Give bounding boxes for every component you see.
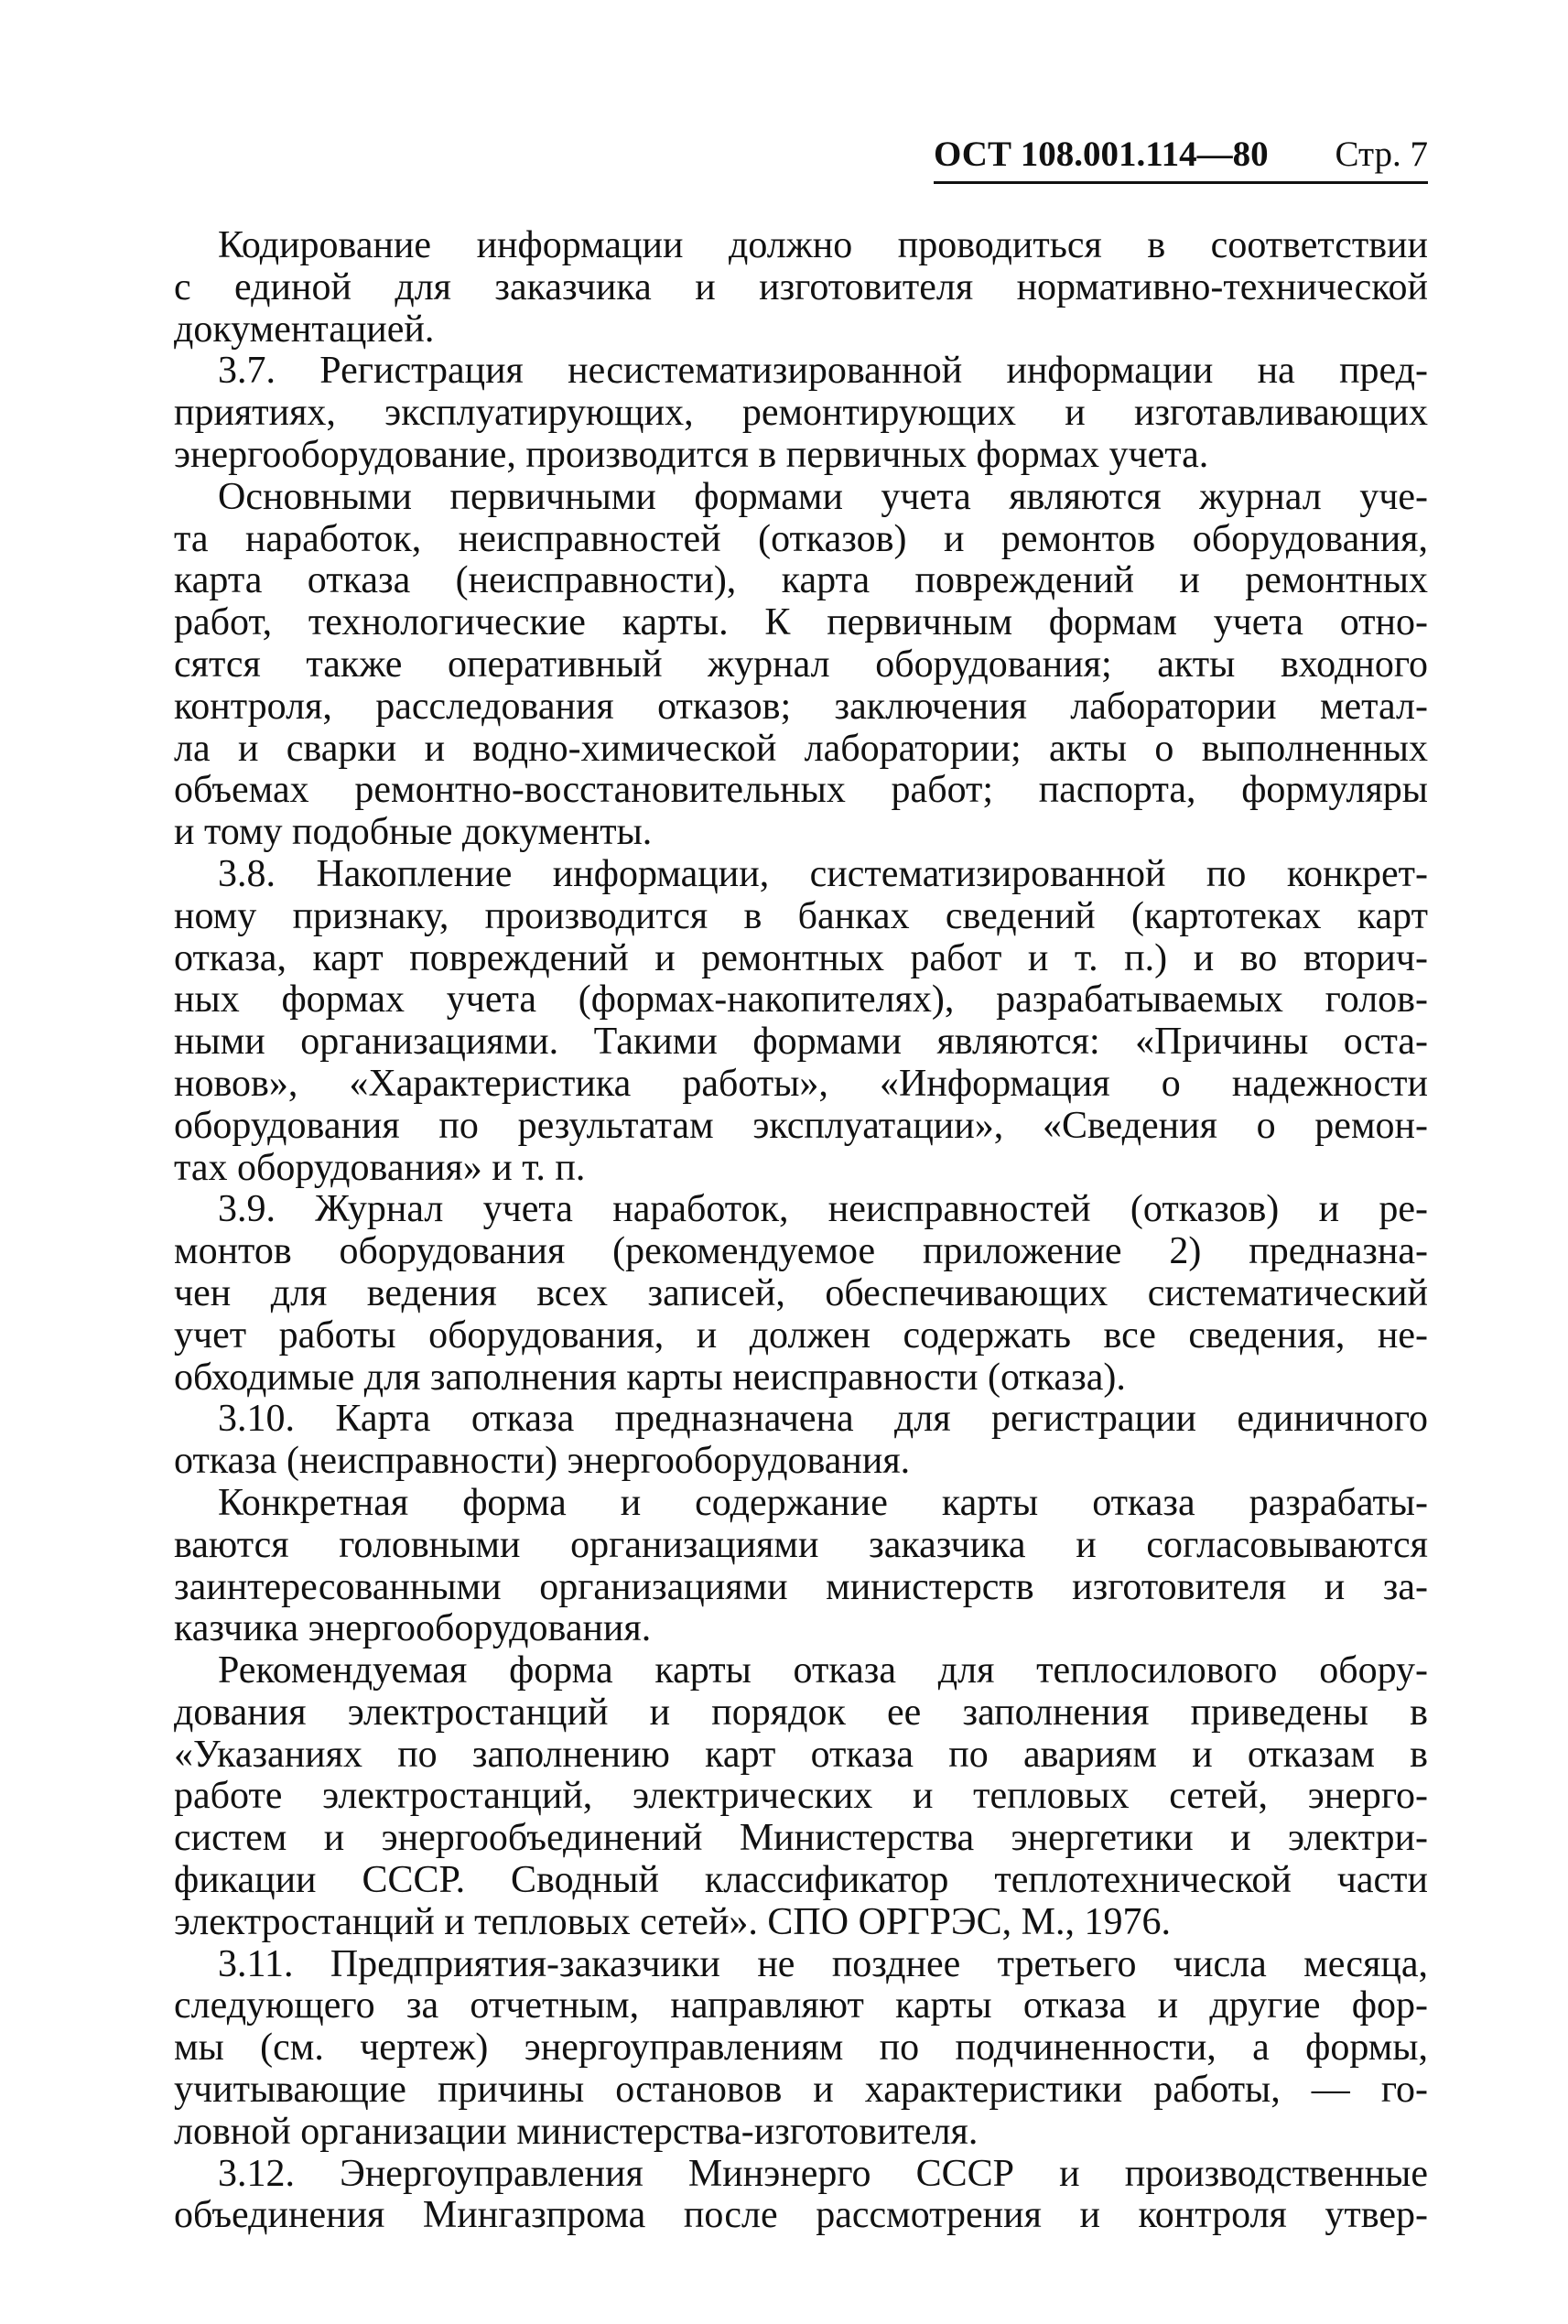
- text-line: чен для ведения всех записей, обеспечивающих систематический: [174, 1272, 1428, 1314]
- text-line: оборудования по результатам эксплуатации», «Сведения о ремон-: [174, 1105, 1428, 1147]
- text-line: ваются головными организациями заказчика и согласовываются: [174, 1524, 1428, 1566]
- paragraph: [174, 1189, 1428, 1399]
- text-line: учитывающие причины остановов и характеристики работы, — го-: [174, 2070, 1428, 2112]
- page-header: [934, 128, 1428, 184]
- text-line: ловной организации министерства-изготовителя.: [174, 2111, 979, 2153]
- text-line: ных формах учета (формах-накопителях), разрабатываемых голов-: [174, 979, 1428, 1021]
- text-line: новов», «Характеристика работы», «Информация о надежности: [174, 1063, 1428, 1105]
- text-line: 3.10. Карта отказа предназначена для регистрации единичного: [218, 1399, 1428, 1441]
- text-line: следующего за отчетным, направляют карты отказа и другие фор-: [174, 1985, 1428, 2027]
- text-line: ному признаку, производится в банках сведений (картотеках карт: [174, 895, 1428, 937]
- text-line: сятся также оперативный журнал оборудования; акты входного: [174, 643, 1428, 686]
- text-line: систем и энергообъединений Министерства энергетики и электри-: [174, 1818, 1428, 1860]
- text-line: работ, технологические карты. К первичным формам учета отно-: [174, 602, 1428, 644]
- text-line: 3.7. Регистрация несистематизированной информации на пред-: [218, 351, 1428, 393]
- text-line: казчика энергооборудования.: [174, 1608, 652, 1650]
- standard-code: ОСТ 108.001.114—80: [934, 135, 1269, 174]
- text-line: учет работы оборудования, и должен содержать все сведения, не-: [174, 1314, 1428, 1357]
- text-line: фикации СССР. Сводный классификатор теплотехнической части: [174, 1860, 1428, 1902]
- paragraph: [174, 1650, 1428, 1944]
- body-text: [174, 225, 1428, 2237]
- text-line: заинтересованными организациями министерств изготовителя и за-: [174, 1566, 1428, 1608]
- paragraph: [174, 854, 1428, 1189]
- text-line: монтов оборудования (рекомендуемое приложение 2) предназна-: [174, 1231, 1428, 1273]
- text-line: Конкретная форма и содержание карты отказа разрабаты-: [218, 1482, 1428, 1524]
- text-line: объединения Мингазпрома после рассмотрения и контроля утвер-: [174, 2195, 1428, 2237]
- text-line: и тому подобные документы.: [174, 812, 653, 854]
- page-number: Стр. 7: [1335, 135, 1428, 174]
- text-line: 3.12. Энергоуправления Минэнерго СССР и производственные: [218, 2153, 1428, 2195]
- paragraph: [174, 225, 1428, 351]
- text-line: энергооборудование, производится в первичных формах учета.: [174, 434, 1209, 476]
- text-line: дования электростанций и порядок ее заполнения приведены в: [174, 1692, 1428, 1734]
- text-line: Рекомендуемая форма карты отказа для теплосилового обору-: [218, 1650, 1428, 1692]
- text-line: с единой для заказчика и изготовителя нормативно-технической: [174, 266, 1428, 308]
- paragraph: [174, 1483, 1428, 1650]
- text-line: обходимые для заполнения карты неисправности (отказа).: [174, 1357, 1126, 1399]
- text-line: приятиях, эксплуатирующих, ремонтирующих и изготавливающих: [174, 393, 1428, 435]
- text-line: 3.9. Журнал учета наработок, неисправностей (отказов) и ре-: [218, 1189, 1428, 1231]
- text-line: ла и сварки и водно-химической лаборатории; акты о выполненных: [174, 728, 1428, 770]
- text-line: та наработок, неисправностей (отказов) и ремонтов оборудования,: [174, 518, 1428, 560]
- text-line: контроля, расследования отказов; заключения лаборатории метал-: [174, 686, 1428, 728]
- paragraph: [174, 477, 1428, 854]
- text-line: мы (см. чертеж) энергоуправлениям по подчиненности, а формы,: [174, 2027, 1428, 2070]
- text-line: ными организациями. Такими формами являются: «Причины оста-: [174, 1021, 1428, 1064]
- text-line: 3.11. Предприятия-заказчики не позднее третьего числа месяца,: [218, 1943, 1428, 1985]
- text-line: отказа (неисправности) энергооборудования.: [174, 1441, 911, 1483]
- text-line: карта отказа (неисправности), карта повреждений и ремонтных: [174, 560, 1428, 602]
- text-line: объемах ремонтно-восстановительных работ; паспорта, формуляры: [174, 770, 1428, 812]
- text-line: электростанций и тепловых сетей». СПО ОРГРЭС, М., 1976.: [174, 1901, 1172, 1943]
- text-line: Кодирование информации должно проводиться в соответствии: [218, 225, 1428, 266]
- paragraph: [174, 1944, 1428, 2154]
- text-line: Основными первичными формами учета являются журнал уче-: [218, 476, 1428, 518]
- text-line: 3.8. Накопление информации, систематизированной по конкрет-: [218, 853, 1428, 895]
- paragraph: [174, 1399, 1428, 1483]
- text-line: документацией.: [174, 308, 435, 351]
- paragraph: [174, 2154, 1428, 2238]
- text-line: работе электростанций, электрических и тепловых сетей, энерго-: [174, 1776, 1428, 1818]
- paragraph: [174, 351, 1428, 476]
- text-line: тах оборудования» и т. п.: [174, 1147, 586, 1189]
- text-line: отказа, карт повреждений и ремонтных работ и т. п.) и во вторич-: [174, 937, 1428, 979]
- text-line: «Указаниях по заполнению карт отказа по авариям и отказам в: [174, 1734, 1428, 1776]
